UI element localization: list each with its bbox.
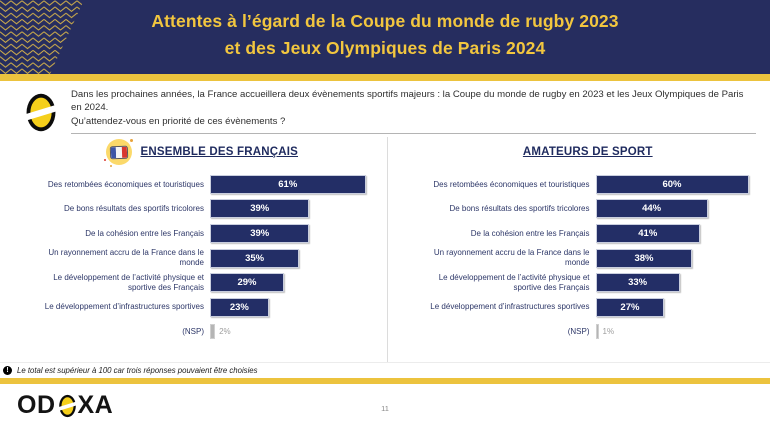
bar-category-label: Le développement d’infrastructures sportives — [430, 302, 590, 312]
bar-row — [28, 295, 377, 320]
bar-category-label: Des retombées économiques et touristiques — [47, 179, 204, 189]
value-bar: 61% — [210, 175, 366, 194]
bar-category-label: Des retombées économiques et touristiques — [433, 179, 590, 189]
bar-row — [414, 172, 763, 197]
bar-track — [210, 175, 377, 194]
bar-row — [28, 221, 377, 246]
panel-divider — [387, 137, 388, 362]
bar-category-label: (NSP) — [182, 327, 204, 337]
panel-ensemble-des-francais — [28, 135, 377, 362]
bar-track — [210, 224, 377, 243]
value-bar: 29% — [210, 273, 284, 292]
bar-row — [28, 270, 377, 295]
value-bar: 33% — [596, 273, 680, 292]
bar-category-label: De bons résultats des sportifs tricolores — [449, 204, 590, 214]
nsp-value-label: 2% — [219, 327, 231, 337]
bar-track — [596, 298, 763, 317]
bar-category-label: Un rayonnement accru de la France dans le monde — [48, 248, 204, 268]
value-bar: 39% — [210, 224, 309, 243]
bar-track — [210, 273, 377, 292]
value-bar: 35% — [210, 249, 299, 268]
value-bar: 38% — [596, 249, 693, 268]
bar-category-label: Le développement de l’activité physique et sportive des Français — [53, 273, 204, 292]
odoxa-logo-right: XA — [77, 391, 114, 419]
bar-track — [210, 199, 377, 218]
page-number: 11 — [381, 404, 389, 413]
panel-amateurs-header — [414, 135, 763, 169]
bar-track — [210, 324, 377, 339]
bar-category-label: De bons résultats des sportifs tricolores — [63, 204, 204, 214]
bar-category-label: De la cohésion entre les Français — [85, 228, 204, 238]
top-accent-rule — [0, 74, 770, 81]
bar-category-label: (NSP) — [567, 327, 590, 337]
odoxa-o-icon — [24, 90, 58, 135]
question-text-block — [71, 88, 756, 134]
value-bar: 60% — [596, 175, 749, 194]
bar-row — [414, 295, 763, 320]
bar-track — [596, 175, 763, 194]
bar-category-label: Un rayonnement accru de la France dans le monde — [433, 248, 590, 268]
info-icon: ! — [3, 366, 12, 375]
page-title-line2: et des Jeux Olympiques de Paris 2024 — [224, 38, 546, 58]
bar-track — [596, 199, 763, 218]
bar-category-label: Le développement d’infrastructures sportives — [44, 302, 204, 312]
bar-track — [210, 298, 377, 317]
bar-row — [414, 246, 763, 271]
question-section — [0, 81, 770, 135]
panel-ensemble-title: ENSEMBLE DES FRANÇAIS — [140, 146, 299, 158]
value-bar: 41% — [596, 224, 701, 243]
question-intro: Dans les prochaines années, la France accueillera deux évènements sportifs majeurs : la Coupe du monde de rugby en 2023 et les Jeux Olympiques de Paris en 2024. — [71, 89, 744, 114]
bar-track — [596, 324, 763, 339]
value-bar: 23% — [210, 298, 269, 317]
panel-amateurs-de-sport — [392, 135, 763, 362]
panel-ensemble-header — [28, 135, 377, 169]
bar-row — [414, 197, 763, 222]
france-flag-icon — [106, 139, 132, 165]
bar-row — [414, 221, 763, 246]
bar-row — [28, 246, 377, 271]
bar-category-label: Le développement de l’activité physique et sportive des Français — [438, 273, 590, 292]
header — [0, 0, 770, 74]
bar-category-label: De la cohésion entre les Français — [470, 228, 590, 238]
bar-row — [28, 172, 377, 197]
footnote-text: Le total est supérieur à 100 car trois réponses pouvaient être choisies — [17, 366, 258, 375]
bar-row — [28, 197, 377, 222]
bar-row — [414, 320, 763, 345]
footer — [0, 384, 770, 430]
bar-row — [414, 270, 763, 295]
bar-track — [596, 224, 763, 243]
nsp-bar — [210, 324, 215, 339]
bar-chart-amateurs — [414, 172, 763, 344]
value-bar: 39% — [210, 199, 309, 218]
odoxa-logo-left: OD — [17, 391, 56, 419]
panel-amateurs-title: AMATEURS DE SPORT — [522, 146, 653, 158]
bar-row — [28, 320, 377, 345]
nsp-value-label: 1% — [602, 327, 615, 337]
bar-chart-ensemble — [28, 172, 377, 344]
value-bar: 44% — [596, 199, 708, 218]
page-title — [0, 0, 770, 62]
bar-track — [210, 249, 377, 268]
question-prompt: Qu’attendez-vous en priorité de ces évènements ? — [71, 115, 286, 127]
bar-track — [596, 273, 763, 292]
value-bar: 27% — [596, 298, 665, 317]
page-title-line1: Attentes à l’égard de la Coupe du monde de rugby 2023 — [151, 11, 619, 31]
footnote — [0, 363, 770, 378]
nsp-bar — [596, 324, 599, 339]
charts-section — [0, 135, 770, 363]
bar-track — [596, 249, 763, 268]
